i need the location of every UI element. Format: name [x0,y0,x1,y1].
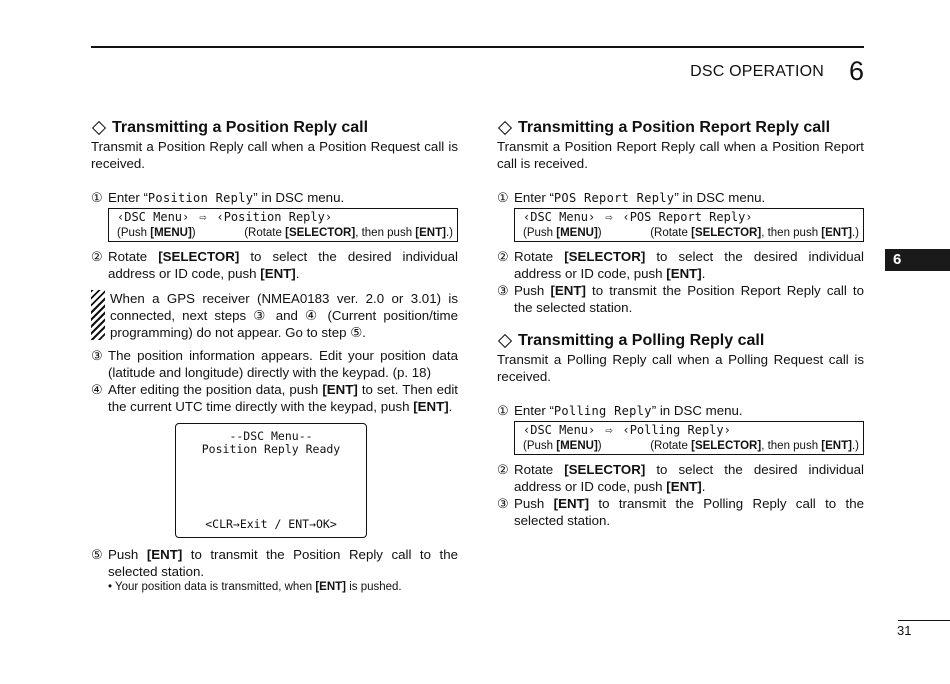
step-5: ⑤ Push [ENT] to transmit the Position Reply call to the selected station. [91,547,458,579]
section-heading: Transmitting a Polling Reply call [497,331,864,350]
step-2: ② Rotate [SELECTOR] to select the desired individual address or ID code, push [ENT]. [497,249,864,281]
gps-note: When a GPS receiver (NMEA0183 ver. 2.0 or 3.01) is connected, next steps ③ and ④ (Current position/time programming) do not appear. Go to step ⑤. [91,290,458,341]
step-4: ④ After editing the position data, push [ENT] to set. Then edit the current UTC time directly with the keypad, push [ENT]. [91,382,459,414]
section-heading: Transmitting a Position Report Reply call [497,118,864,137]
step-1: ① Enter “Position Reply” in DSC menu. [91,190,345,205]
right-column [497,118,864,529]
section-heading: Transmitting a Position Reply call [91,118,458,137]
step-2: ② Rotate [SELECTOR] to select the desired individual address or ID code, push [ENT]. [91,249,458,281]
page-number: 31 [897,623,912,638]
step-1: ① Enter “Polling Reply” in DSC menu. [497,403,743,418]
note-icon [91,290,105,340]
left-column [91,118,458,595]
section-intro: Transmit a Position Reply call when a Position Request call is received. [91,139,458,171]
menu-item-name: Position Reply [147,191,254,205]
footer-rule [898,620,950,621]
menu-path-box: ‹DSC Menu› ⇨ ‹Polling Reply› (Push [MENU]) (Rotate [SELECTOR], then push [ENT].) [514,421,864,455]
step-3: ③ Push [ENT] to transmit the Polling Reply call to the selected station. [497,496,864,528]
diamond-icon [498,120,512,134]
bullet-note: • Your position data is transmitted, when [ENT] is pushed. [108,581,402,593]
lcd-screen: --DSC Menu-- Position Reply Ready <CLR→Exit / ENT→OK> [175,423,367,538]
menu-item-name: Polling Reply [553,404,652,418]
diamond-icon [498,333,512,347]
step-1: ① Enter “POS Report Reply” in DSC menu. [497,190,766,205]
menu-item-name: POS Report Reply [553,191,675,205]
arrow-right-icon: ⇨ [199,210,207,224]
running-header: DSC OPERATION [690,63,824,80]
arrow-right-icon: ⇨ [605,210,613,224]
section-intro: Transmit a Position Report Reply call when a Position Report call is received. [497,139,864,171]
diamond-icon [92,120,106,134]
step-2: ② Rotate [SELECTOR] to select the desired individual address or ID code, push [ENT]. [497,462,864,494]
section-intro: Transmit a Polling Reply call when a Polling Request call is received. [497,352,864,384]
menu-path-box: ‹DSC Menu› ⇨ ‹POS Report Reply› (Push [MENU]) (Rotate [SELECTOR], then push [ENT].) [514,208,864,242]
menu-path-box: ‹DSC Menu› ⇨ ‹Position Reply› (Push [MENU]) (Rotate [SELECTOR], then push [ENT].) [108,208,458,242]
header-rule [91,46,864,48]
arrow-right-icon: ⇨ [605,423,613,437]
chapter-number: 6 [848,56,864,86]
step-3: ③ Push [ENT] to transmit the Position Report Reply call to the selected station. [497,283,864,315]
step-3: ③ The position information appears. Edit your position data (latitude and longitude) directly with the keypad. (p. 18) [91,348,458,380]
chapter-tab: 6 [885,249,950,271]
